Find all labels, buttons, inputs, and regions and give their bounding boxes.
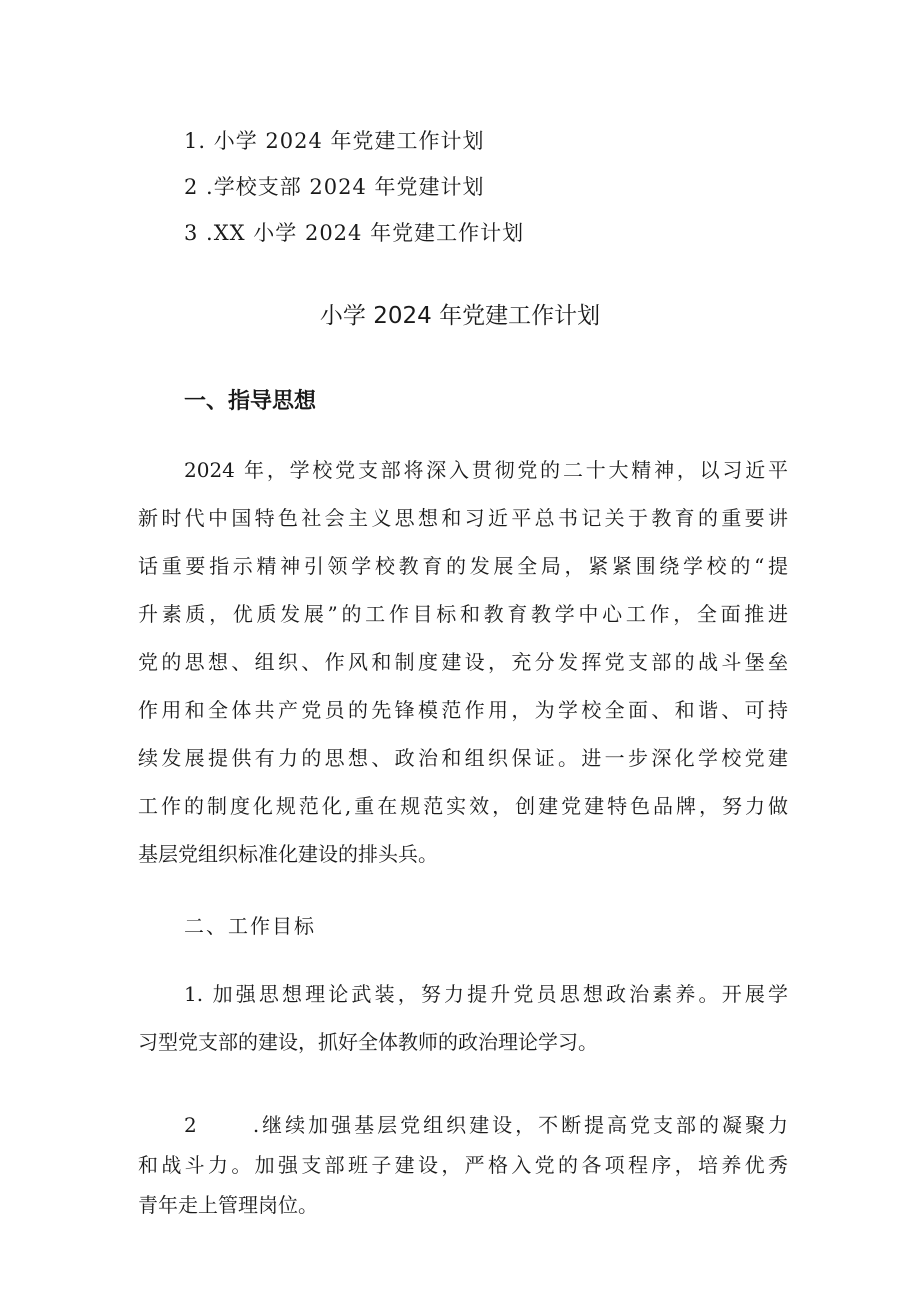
- document-title: 小学 2024 年党建工作计划: [319, 303, 601, 329]
- paragraph-line: 话重要指示精神引领学校教育的发展全局，紧紧围绕学校的“提: [138, 554, 788, 578]
- toc-item: 3 .XX 小学 2024 年党建工作计划: [184, 221, 525, 245]
- table-of-contents: [184, 118, 784, 256]
- paragraph-line: 续发展提供有力的思想、政治和组织保证。进一步深化学校党建: [138, 746, 788, 770]
- paragraph-goal-1: [138, 970, 788, 1066]
- paragraph-line: 新时代中国特色社会主义思想和习近平总书记关于教育的重要讲: [138, 506, 788, 530]
- paragraph-line: 习型党支部的建设，抓好全体教师的政治理论学习。: [138, 1030, 598, 1054]
- paragraph-line: 党的思想、组织、作风和制度建设，充分发挥党支部的战斗堡垒: [138, 650, 788, 674]
- paragraph-line: 升素质，优质发展”的工作目标和教育教学中心工作，全面推进: [138, 602, 788, 626]
- paragraph-line: 作用和全体共产党员的先锋模范作用，为学校全面、和谐、可持: [138, 698, 788, 722]
- toc-item: 1. 小学 2024 年党建工作计划: [184, 129, 485, 153]
- paragraph-line: 基层党组织标准化建设的排头兵。: [138, 842, 438, 866]
- toc-item: 2 .学校支部 2024 年党建计划: [184, 175, 485, 199]
- paragraph-line: 1. 加强思想理论武装，努力提升党员思想政治素养。开展学: [184, 982, 788, 1006]
- paragraph-guiding-ideology: [138, 446, 788, 878]
- paragraph-line: 2024 年，学校党支部将深入贯彻党的二十大精神，以习近平: [184, 458, 788, 482]
- paragraph-line: 青年走上管理岗位。: [138, 1193, 318, 1217]
- section-heading-work-goals: 二、工作目标: [184, 914, 316, 938]
- section-heading-guiding-ideology: 一、指导思想: [184, 389, 317, 414]
- paragraph-line: 和战斗力。加强支部班子建设，严格入党的各项程序，培养优秀: [138, 1153, 788, 1177]
- paragraph-line: 2 .继续加强基层党组织建设，不断提高党支部的凝聚力: [184, 1113, 788, 1137]
- paragraph-line: 工作的制度化规范化,重在规范实效，创建党建特色品牌，努力做: [138, 794, 788, 818]
- paragraph-goal-2: [138, 1105, 788, 1225]
